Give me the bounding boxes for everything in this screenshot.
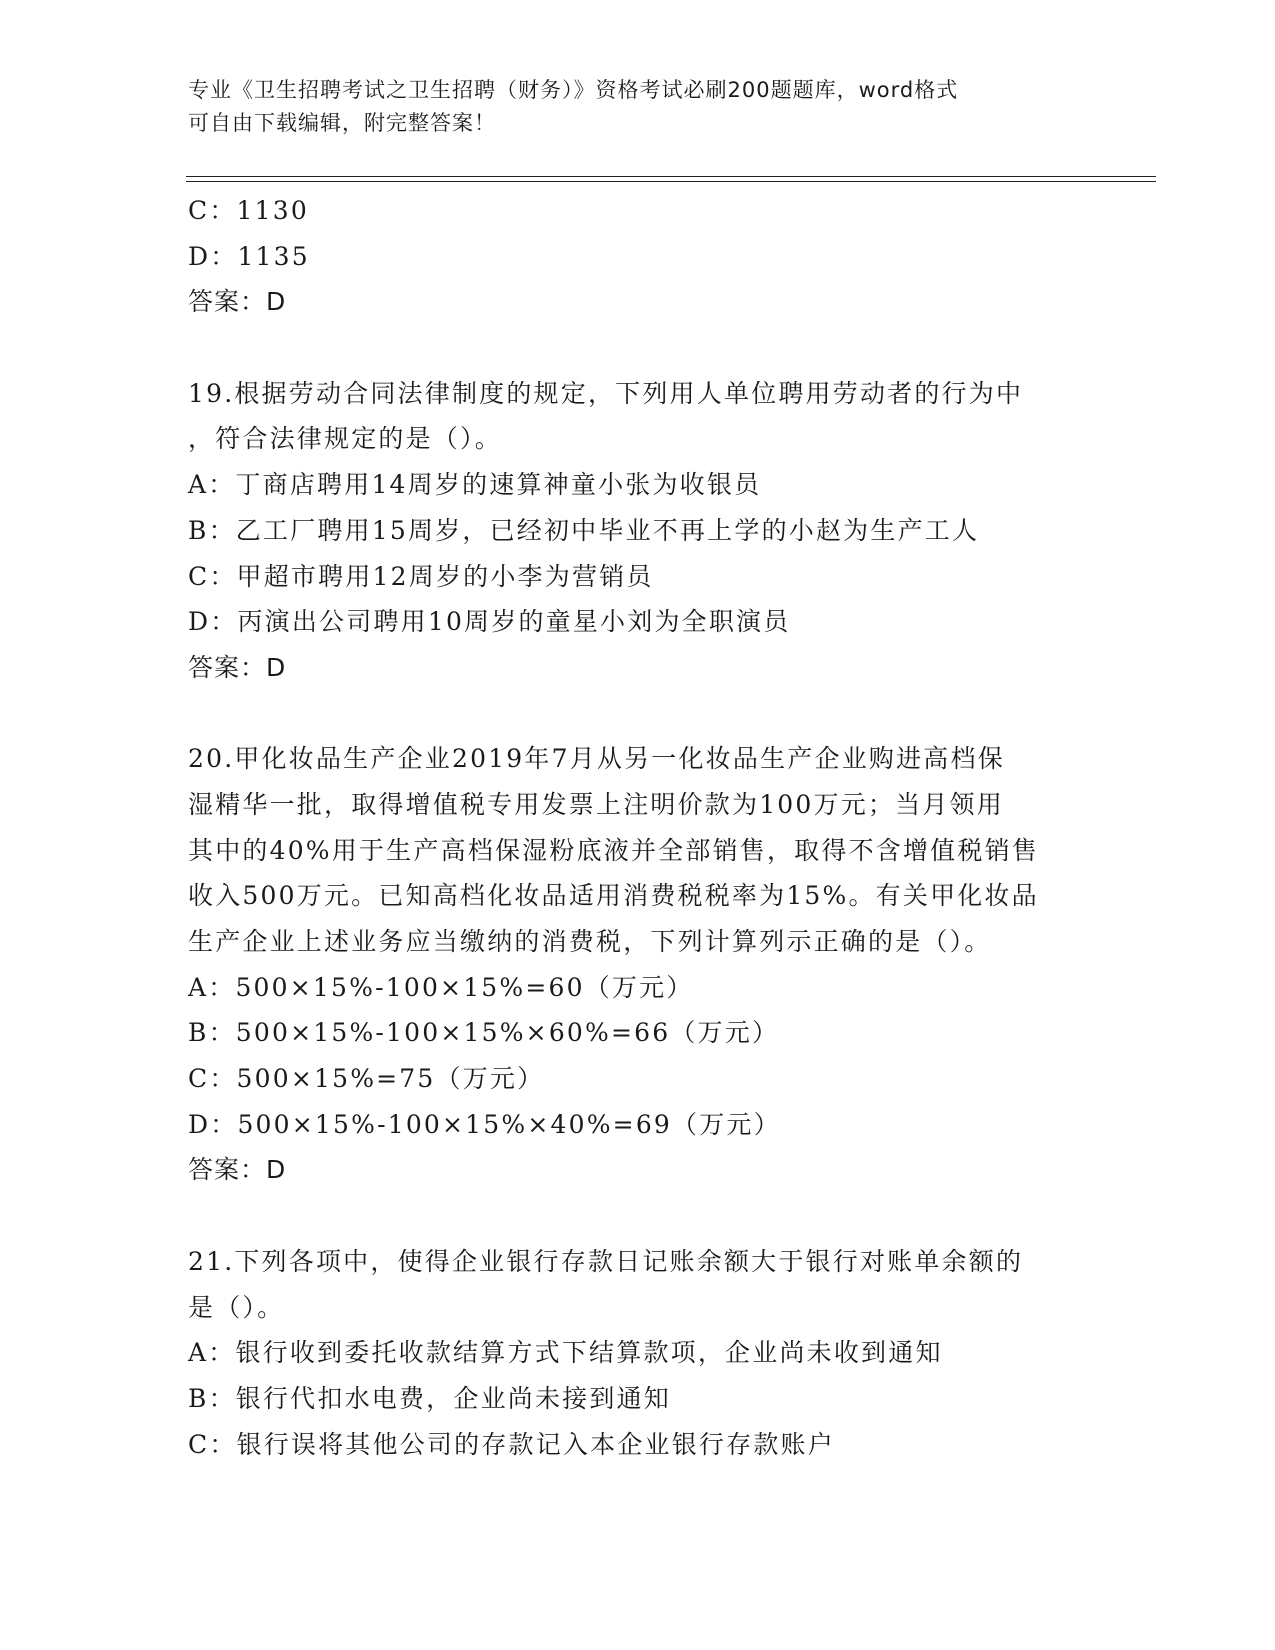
question-text: 收入500万元。已知高档化妆品适用消费税税率为15%。有关甲化妆品 <box>188 881 1039 911</box>
question-19 <box>188 371 1088 691</box>
header-line-1: 专业《卫生招聘考试之卫生招聘（财务）》资格考试必刷200题题库，word格式 <box>188 78 959 102</box>
header-divider-bottom <box>186 181 1156 182</box>
question-text: 是（）。 <box>188 1292 285 1322</box>
option-a: A：丁商店聘用14周岁的速算神童小张为收银员 <box>188 470 762 500</box>
document-header <box>188 74 1068 140</box>
question-text: 21.下列各项中，使得企业银行存款日记账余额大于银行对账单余额的 <box>188 1246 1024 1276</box>
spacer <box>188 691 1088 737</box>
question-text: 生产企业上述业务应当缴纳的消费税，下列计算列示正确的是（）。 <box>188 927 992 956</box>
question-21 <box>188 1239 1088 1467</box>
question-text: 其中的40%用于生产高档保湿粉底液并全部销售，取得不含增值税销售 <box>188 835 1039 865</box>
question-text: 19.根据劳动合同法律制度的规定，下列用人单位聘用劳动者的行为中 <box>188 378 1024 408</box>
option-d: D：500×15%-100×15%×40%=69（万元） <box>188 1109 781 1139</box>
option-d: D：丙演出公司聘用10周岁的童星小刘为全职演员 <box>188 607 791 637</box>
prev-option-c: C：1130 <box>188 196 309 225</box>
option-b: B：500×15%-100×15%×60%=66（万元） <box>188 1018 780 1048</box>
spacer <box>188 325 1088 371</box>
question-content <box>188 188 1088 1467</box>
prev-answer: 答案：D <box>188 287 287 317</box>
answer: 答案：D <box>188 652 287 682</box>
question-text: 湿精华一批，取得增值税专用发票上注明价款为100万元；当月领用 <box>188 789 1004 819</box>
option-b: B：银行代扣水电费，企业尚未接到通知 <box>188 1383 671 1413</box>
option-a: A：500×15%-100×15%=60（万元） <box>188 972 694 1002</box>
prev-option-d: D：1135 <box>188 241 310 271</box>
question-text: 20.甲化妆品生产企业2019年7月从另一化妆品生产企业购进高档保 <box>188 744 1005 774</box>
option-c: C：500×15%=75（万元） <box>188 1064 545 1094</box>
answer: 答案：D <box>188 1155 287 1185</box>
header-divider-top <box>186 176 1156 177</box>
question-20 <box>188 736 1088 1193</box>
option-b: B：乙工厂聘用15周岁，已经初中毕业不再上学的小赵为生产工人 <box>188 515 980 545</box>
question-text: ，符合法律规定的是（）。 <box>188 424 502 454</box>
spacer <box>188 1193 1088 1239</box>
option-c: C：甲超市聘用12周岁的小李为营销员 <box>188 561 654 591</box>
option-a: A：银行收到委托收款结算方式下结算款项，企业尚未收到通知 <box>188 1338 943 1368</box>
header-line-2: 可自由下载编辑，附完整答案！ <box>188 111 496 135</box>
option-c: C：银行误将其他公司的存款记入本企业银行存款账户 <box>188 1429 835 1459</box>
